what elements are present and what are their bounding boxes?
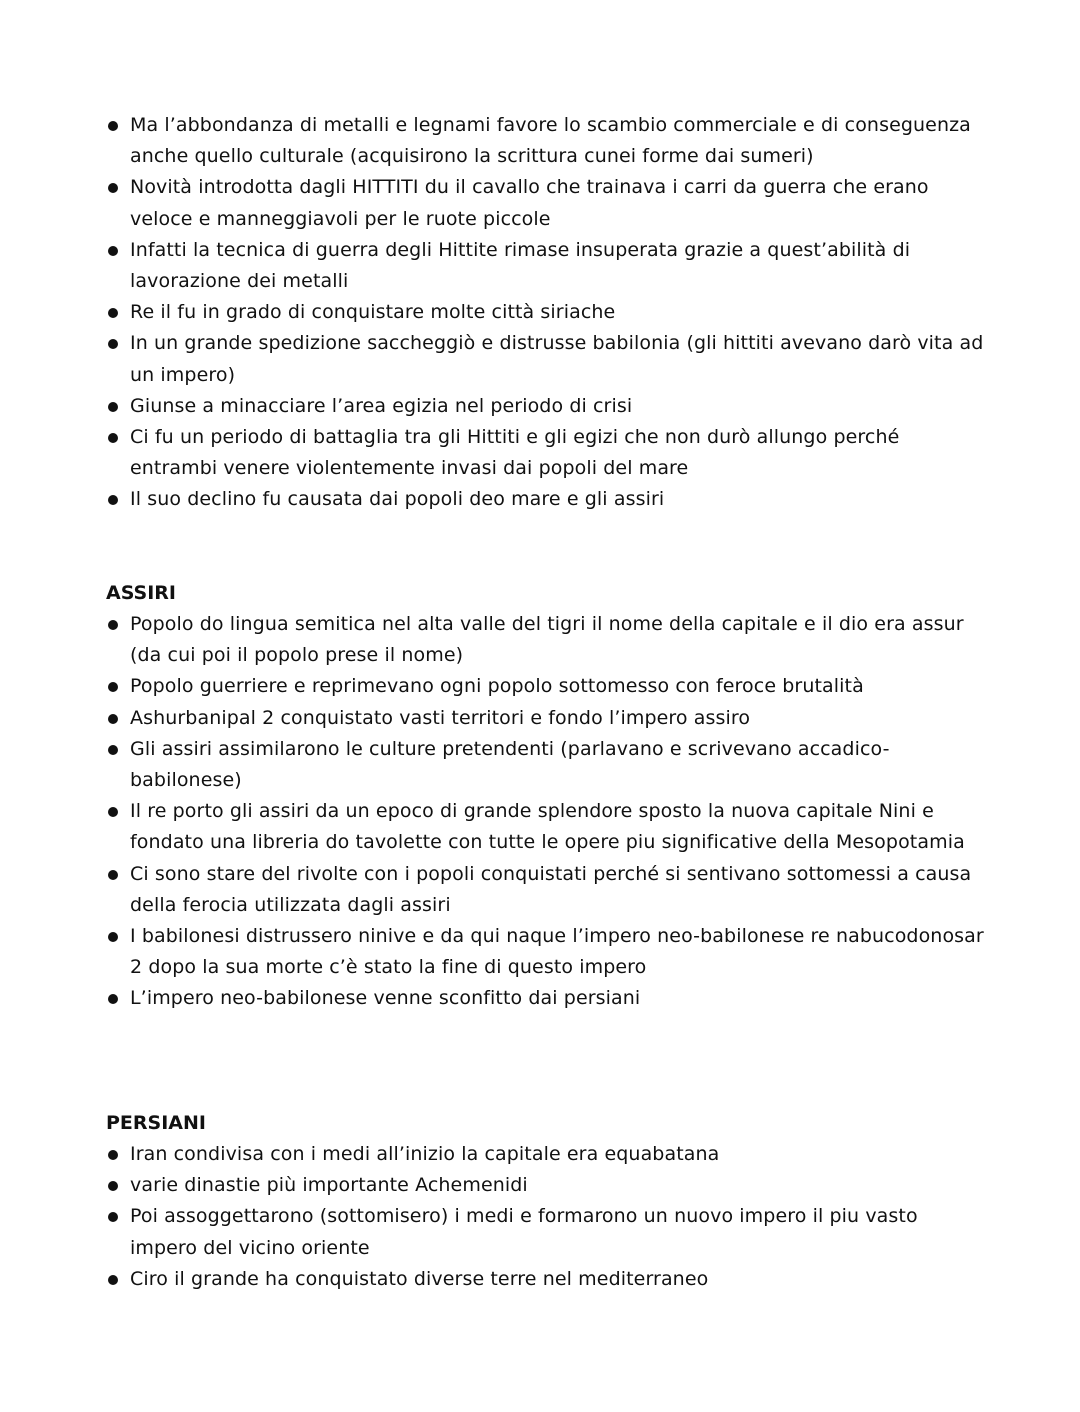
list-item: Popolo guerriere e reprimevano ogni popolo sottomesso con feroce brutalità (106, 671, 986, 702)
list-item: Ci fu un periodo di battaglia tra gli Hittiti e gli egizi che non durò allungo perché entrambi venere violentemente invasi dai popoli del mare (106, 422, 986, 484)
list-item: L’impero neo-babilonese venne sconfitto dai persiani (106, 983, 986, 1014)
section-heading-persiani: PERSIANI (106, 1112, 206, 1134)
list-item: In un grande spedizione saccheggiò e distrusse babilonia (gli hittiti avevano darò vita ad un impero) (106, 328, 986, 390)
hittiti-list (106, 110, 986, 516)
list-item: I babilonesi distrussero ninive e da qui naque l’impero neo-babilonese re nabucodonosar 2 dopo la sua morte c’è stato la fine di questo impero (106, 921, 986, 983)
list-item: varie dinastie più importante Achemenidi (106, 1170, 986, 1201)
section-persiani (106, 1108, 986, 1295)
list-item: Re il fu in grado di conquistare molte città siriache (106, 297, 986, 328)
list-item: Ciro il grande ha conquistato diverse terre nel mediterraneo (106, 1264, 986, 1295)
section-heading-assiri: ASSIRI (106, 582, 176, 604)
list-item: Giunse a minacciare l’area egizia nel periodo di crisi (106, 391, 986, 422)
list-item: Infatti la tecnica di guerra degli Hittite rimase insuperata grazie a quest’abilità di lavorazione dei metalli (106, 235, 986, 297)
section-hittiti (106, 110, 986, 516)
list-item: Gli assiri assimilarono le culture pretendenti (parlavano e scrivevano accadico-babilonese) (106, 734, 986, 796)
list-item: Poi assoggettarono (sottomisero) i medi e formarono un nuovo impero il piu vasto impero del vicino oriente (106, 1201, 986, 1263)
list-item: Novità introdotta dagli HITTITI du il cavallo che trainava i carri da guerra che erano veloce e manneggiavoli per le ruote piccole (106, 172, 986, 234)
list-item: Ashurbanipal 2 conquistato vasti territori e fondo l’impero assiro (106, 703, 986, 734)
list-item: Iran condivisa con i medi all’inizio la capitale era equabatana (106, 1139, 986, 1170)
assiri-list (106, 609, 986, 1015)
list-item: Ci sono stare del rivolte con i popoli conquistati perché si sentivano sottomessi a causa della ferocia utilizzata dagli assiri (106, 859, 986, 921)
list-item: Il suo declino fu causata dai popoli deo mare e gli assiri (106, 484, 986, 515)
persiani-list (106, 1139, 986, 1295)
list-item: Ma l’abbondanza di metalli e legnami favore lo scambio commerciale e di conseguenza anche quello culturale (acquisirono la scrittura cunei forme dai sumeri) (106, 110, 986, 172)
list-item: Popolo do lingua semitica nel alta valle del tigri il nome della capitale e il dio era assur (da cui poi il popolo prese il nome) (106, 609, 986, 671)
list-item: Il re porto gli assiri da un epoco di grande splendore sposto la nuova capitale Nini e fondato una libreria do tavolette con tutte le opere piu significative della Mesopotamia (106, 796, 986, 858)
section-assiri (106, 578, 986, 1015)
